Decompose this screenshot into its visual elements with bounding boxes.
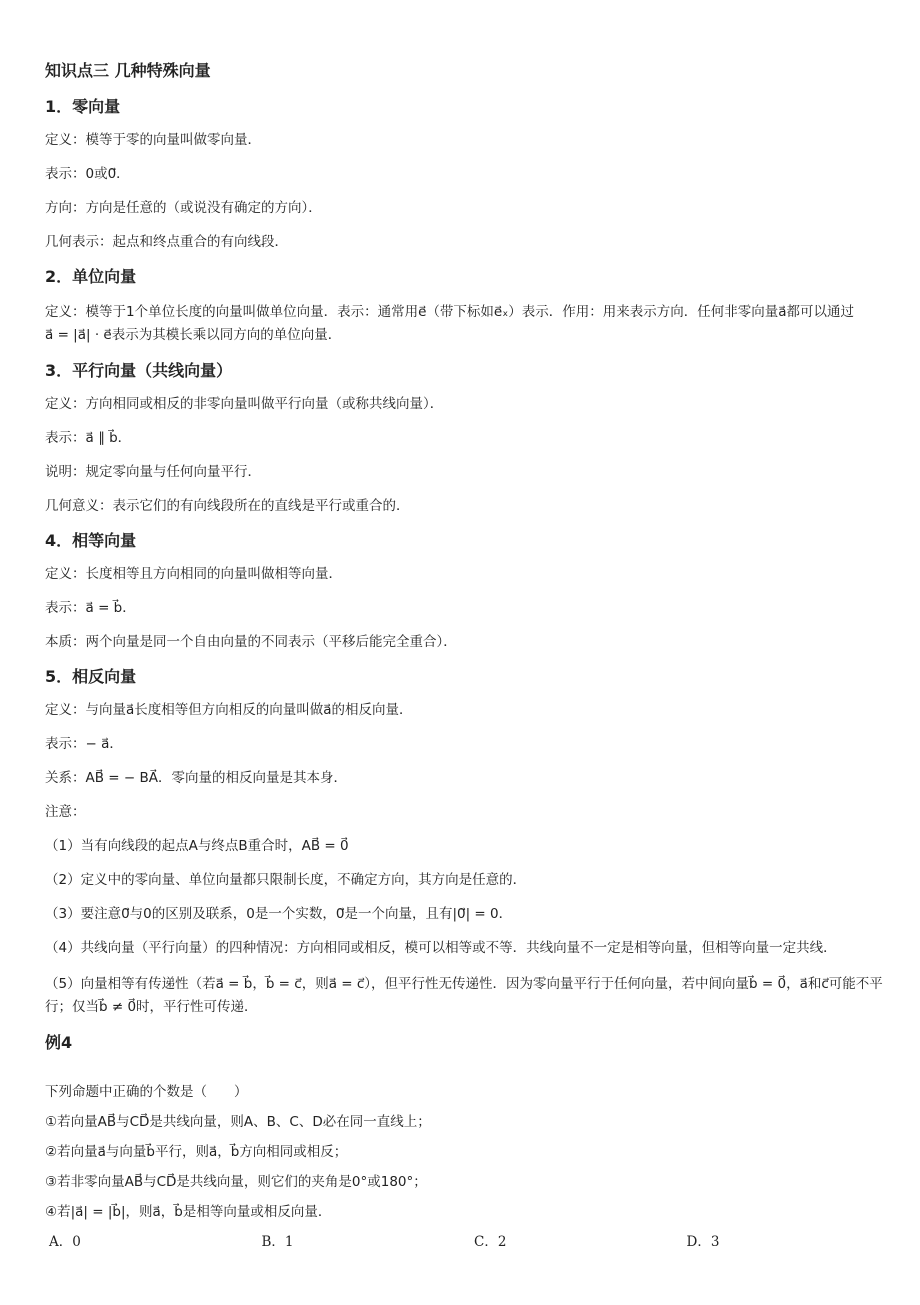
zero-vector-geometry: 几何表示：起点和终点重合的有向线段．: [45, 234, 288, 250]
opposite-vector-definition: 定义：与向量a⃗长度相等但方向相反的向量叫做a⃗的相反向量．: [45, 702, 413, 718]
equal-vector-notation: 表示：a⃗ = b⃗．: [45, 600, 136, 616]
example-item-1: ①若向量AB⃗与CD⃗是共线向量，则A、B、C、D必在同一直线上；: [45, 1114, 431, 1130]
example-item-3: ③若非零向量AB⃗与CD⃗是共线向量，则它们的夹角是0°或180°；: [45, 1174, 427, 1190]
equal-vector-essence: 本质：两个向量是同一个自由向量的不同表示（平移后能完全重合）．: [45, 634, 457, 650]
example-item-4: ④若|a⃗| = |b⃗|，则a⃗，b⃗是相等向量或相反向量．: [45, 1204, 332, 1220]
answer-choices: [45, 1232, 895, 1252]
parallel-vector-notation: 表示：a⃗ ∥ b⃗．: [45, 430, 132, 446]
parallel-vector-definition: 定义：方向相同或相反的非零向量叫做平行向量（或称共线向量）．: [45, 396, 444, 412]
section-heading-unit-vector: 2．单位向量: [45, 267, 137, 286]
parallel-vector-note: 说明：规定零向量与任何向量平行．: [45, 464, 261, 480]
opposite-vector-notation: 表示：− a⃗．: [45, 736, 123, 752]
zero-vector-notation: 表示：0或0⃗．: [45, 166, 130, 182]
choice-c[interactable]: C．2: [474, 1234, 507, 1250]
parallel-vector-geometry: 几何意义：表示它们的有向线段所在的直线是平行或重合的．: [45, 498, 410, 514]
attention-label: 注意：: [45, 804, 86, 820]
example-question: 下列命题中正确的个数是（ ）: [45, 1084, 248, 1100]
example-heading: 例4: [45, 1033, 73, 1052]
note-1: （1）当有向线段的起点A与终点B重合时，AB⃗ = 0⃗: [45, 838, 349, 854]
note-5-line2: 行；仅当b⃗ ≠ 0⃗时，平行性可传递．: [45, 999, 258, 1015]
unit-vector-definition-line2: a⃗ = |a⃗| · e⃗表示为其模长乘以同方向的单位向量．: [45, 327, 342, 343]
choice-a[interactable]: A．0: [49, 1234, 81, 1250]
zero-vector-direction: 方向：方向是任意的（或说没有确定的方向）．: [45, 200, 322, 216]
note-3: （3）要注意0⃗与0的区别及联系，0是一个实数，0⃗是一个向量，且有|0⃗| = 0．: [45, 906, 513, 922]
equal-vector-definition: 定义：长度相等且方向相同的向量叫做相等向量．: [45, 566, 342, 582]
choice-b[interactable]: B．1: [261, 1234, 294, 1250]
note-4: （4）共线向量（平行向量）的四种情况：方向相同或相反，模可以相等或不等．共线向量不一定是相等向量，但相等向量一定共线．: [45, 940, 837, 956]
unit-vector-definition-line1: 定义：模等于1个单位长度的向量叫做单位向量．表示：通常用e⃗（带下标如e⃗ₓ）表示．作用：用来表示方向．任何非零向量a⃗都可以通过: [45, 304, 854, 320]
note-5-line1: （5）向量相等有传递性（若a⃗ = b⃗，b⃗ = c⃗，则a⃗ = c⃗），但平行性无传递性．因为零向量平行于任何向量，若中间向量b⃗ = 0⃗，a⃗和c⃗可能不平: [45, 976, 883, 992]
choice-d[interactable]: D．3: [686, 1234, 720, 1250]
page-title: 知识点三 几种特殊向量: [45, 61, 211, 80]
section-heading-opposite-vector: 5．相反向量: [45, 667, 137, 686]
note-2: （2）定义中的零向量、单位向量都只限制长度，不确定方向，其方向是任意的．: [45, 872, 527, 888]
zero-vector-definition: 定义：模等于零的向量叫做零向量．: [45, 132, 261, 148]
section-heading-parallel-vector: 3．平行向量（共线向量）: [45, 361, 233, 380]
section-heading-equal-vector: 4．相等向量: [45, 531, 137, 550]
opposite-vector-relation: 关系：AB⃗ = − BA⃗．零向量的相反向量是其本身．: [45, 770, 347, 786]
section-heading-zero-vector: 1．零向量: [45, 97, 121, 116]
document-page: [45, 60, 895, 1252]
example-item-2: ②若向量a⃗与向量b⃗平行，则a⃗，b⃗方向相同或相反；: [45, 1144, 348, 1160]
